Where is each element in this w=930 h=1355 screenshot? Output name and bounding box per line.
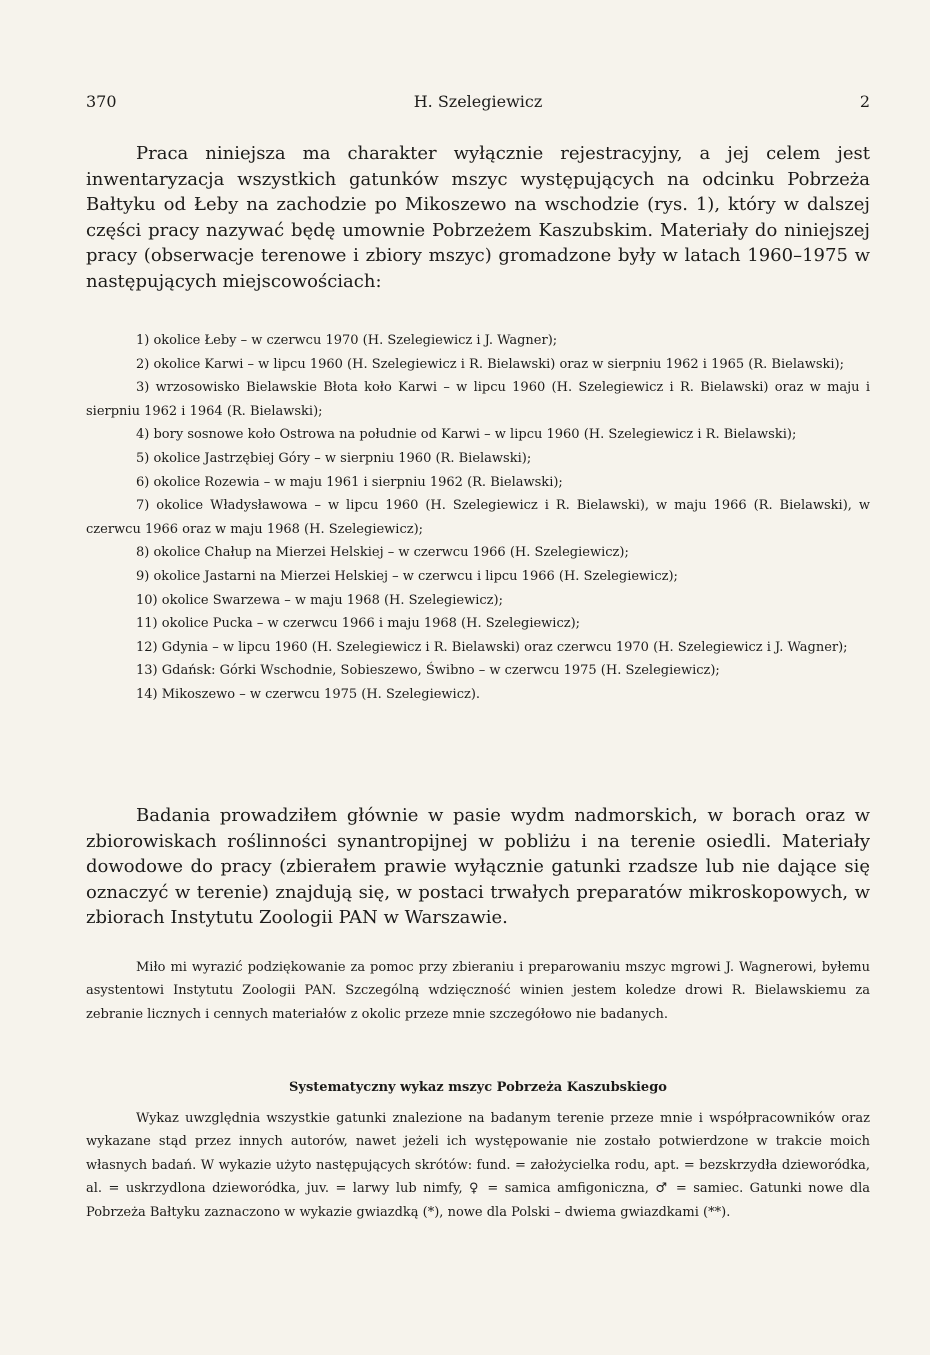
list-item: 6) okolice Rozewia – w maju 1961 i sierpniu 1962 (R. Bielawski); <box>136 474 563 490</box>
acknowledgement-block <box>86 956 870 1026</box>
list-item: 12) Gdynia – w lipcu 1960 (H. Szelegiewicz i R. Bielawski) oraz czerwcu 1970 (H. Szelegiewicz i J. Wagner); <box>136 639 848 655</box>
page-number: 370 <box>86 92 117 111</box>
running-head-author: H. Szelegiewicz <box>413 92 543 111</box>
section-heading: Systematyczny wykaz mszyc Pobrzeża Kaszubskiego <box>289 1080 667 1095</box>
section-paragraph: Wykaz uwzględnia wszystkie gatunki znalezione na badanym terenie przeze mnie i współpracowników oraz wykazane stąd przez innych autorów, nawet jeżeli ich występowanie nie zostało potwierdzone w trakcie moich własnych badań. W wykazie użyto następujących skrótów: fund. = założycielka rodu, apt. = bezskrzydła dzieworódka, al. = uskrzydlona dzieworódka, juv. = larwy lub nimfy, ♀ = samica amfigoniczna, ♂ = samiec. Gatunki nowe dla Pobrzeża Bałtyku zaznaczono w wykazie gwiazdką (*), nowe dla Polski – dwiema gwiazdkami (**). <box>86 1111 870 1220</box>
running-head <box>86 92 870 114</box>
list-item: 9) okolice Jastarni na Mierzei Helskiej – w czerwcu i lipcu 1966 (H. Szelegiewicz); <box>136 568 678 584</box>
acknowledgement-paragraph: Miło mi wyrazić podziękowanie za pomoc przy zbieraniu i preparowaniu mszyc mgrowi J. Wagnerowi, byłemu asystentowi Instytutu Zoologii PAN. Szczególną wdzięczność winien jestem koledze drowi R. Bielawskiemu za zebranie licznych i cennych materiałów z okolic przeze mnie szczegółowo nie badanych. <box>86 960 870 1022</box>
list-item: 4) bory sosnowe koło Ostrowa na południe od Karwi – w lipcu 1960 (H. Szelegiewicz i R. Bielawski); <box>136 427 797 443</box>
list-item: 13) Gdańsk: Górki Wschodnie, Sobieszewo, Świbno – w czerwcu 1975 (H. Szelegiewicz); <box>136 663 720 679</box>
list-item: 1) okolice Łeby – w czerwcu 1970 (H. Szelegiewicz i J. Wagner); <box>136 333 558 348</box>
list-item: 2) okolice Karwi – w lipcu 1960 (H. Szelegiewicz i R. Bielawski) oraz w sierpniu 1962 i 1965 (R. Bielawski); <box>136 356 845 372</box>
list-item: 10) okolice Swarzewa – w maju 1968 (H. Szelegiewicz); <box>136 592 503 608</box>
list-item: 5) okolice Jastrzębiej Góry – w sierpniu 1960 (R. Bielawski); <box>136 450 532 466</box>
localities-list <box>86 329 870 707</box>
section-paragraph-block <box>86 1107 870 1224</box>
intro-paragraph: Praca niniejsza ma charakter wyłącznie rejestracyjny, a jej celem jest inwentaryzacja wszystkich gatunków mszyc występujących na odcinku Pobrzeża Bałtyku od Łeby na zachodzie po Mikoszewo na wschodzie (rys. 1), który w dalszej części pracy nazywać będę umownie Pobrzeżem Kaszubskim. Materiały do niniejszej pracy (obserwacje terenowe i zbiory mszyc) gromadzone były w latach 1960–1975 w następujących miejscowościach: <box>86 143 870 292</box>
section-number: 2 <box>859 92 870 111</box>
list-item: 11) okolice Pucka – w czerwcu 1966 i maju 1968 (H. Szelegiewicz); <box>136 616 581 632</box>
list-item: 7) okolice Władysławowa – w lipcu 1960 (H. Szelegiewicz i R. Bielawski), w maju 1966 (R. Bielawski), w czerwcu 1966 oraz w maju 1968 (H. Szelegiewicz); <box>86 498 870 537</box>
list-item: 14) Mikoszewo – w czerwcu 1975 (H. Szelegiewicz). <box>136 686 481 702</box>
list-item: 3) wrzosowisko Bielawskie Błota koło Karwi – w lipcu 1960 (H. Szelegiewicz i R. Bielawski) oraz w maju i sierpniu 1962 i 1964 (R. Bielawski); <box>86 380 870 419</box>
methods-paragraph: Badania prowadziłem głównie w pasie wydm nadmorskich, w borach oraz w zbiorowiskach roślinności synantropijnej w pobliżu i na terenie osiedli. Materiały dowodowe do pracy (zbierałem prawie wyłącznie gatunki rzadsze lub nie dające się oznaczyć w terenie) znajdują się, w postaci trwałych preparatów mikroskopowych, w zbiorach Instytutu Zoologii PAN w Warszawie. <box>86 805 870 929</box>
methods-paragraph-block <box>86 803 870 931</box>
list-item: 8) okolice Chałup na Mierzei Helskiej – w czerwcu 1966 (H. Szelegiewicz); <box>136 545 629 561</box>
intro-paragraph-block <box>86 141 870 295</box>
